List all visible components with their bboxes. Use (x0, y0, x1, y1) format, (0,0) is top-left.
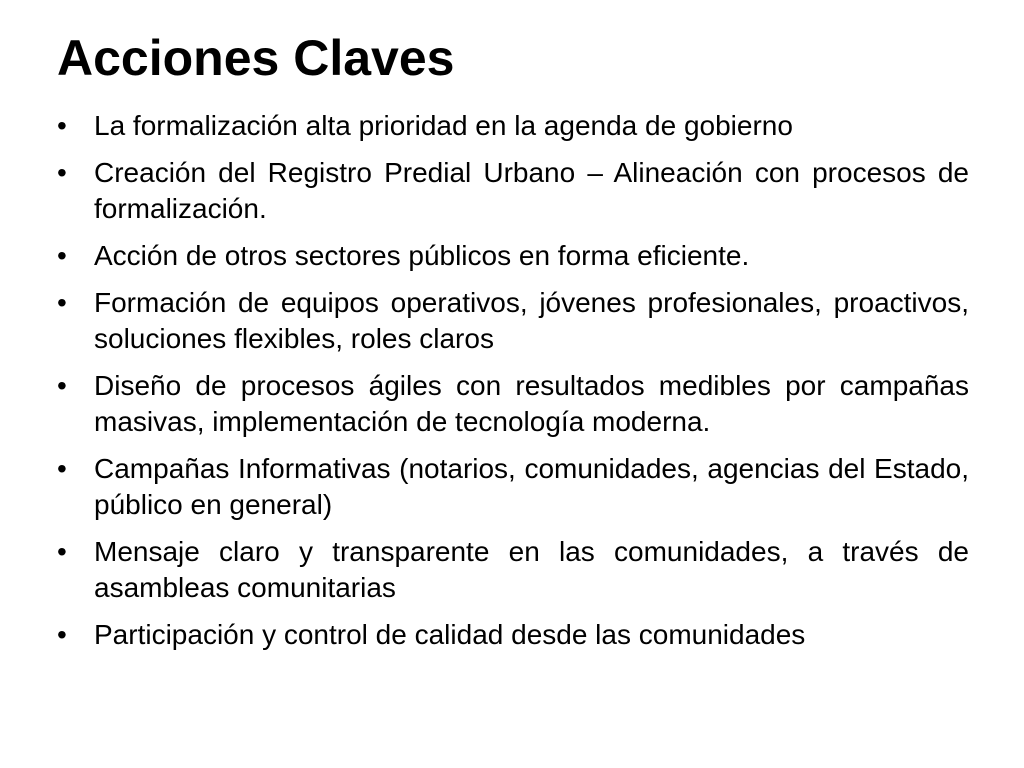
bullet-text: Formación de equipos operativos, jóvenes profesionales, proactivos, soluciones flexibles, roles claros (94, 287, 969, 354)
bullet-text: Diseño de procesos ágiles con resultados medibles por campañas masivas, implementación de tecnología moderna. (94, 370, 969, 437)
bullet-text: Mensaje claro y transparente en las comunidades, a través de asambleas comunitarias (94, 536, 969, 603)
bullet-dot-icon: • (57, 287, 67, 318)
bullet-item (57, 285, 969, 357)
bullet-dot-icon: • (57, 157, 67, 188)
slide-title: Acciones Claves (57, 30, 455, 86)
bullet-dot-icon: • (57, 110, 67, 141)
bullet-item (57, 155, 969, 227)
bullet-item (57, 617, 969, 653)
bullet-item (57, 534, 969, 606)
bullet-item (57, 108, 969, 144)
bullet-text: Acción de otros sectores públicos en forma eficiente. (94, 240, 750, 271)
bullet-item (57, 451, 969, 523)
bullet-dot-icon: • (57, 536, 67, 567)
bullet-text: Campañas Informativas (notarios, comunidades, agencias del Estado, público en general) (94, 453, 969, 520)
bullet-list (57, 108, 969, 664)
bullet-dot-icon: • (57, 619, 67, 650)
bullet-text: Participación y control de calidad desde las comunidades (94, 619, 806, 650)
bullet-text: La formalización alta prioridad en la agenda de gobierno (94, 110, 793, 141)
bullet-item (57, 238, 969, 274)
bullet-dot-icon: • (57, 240, 67, 271)
bullet-dot-icon: • (57, 453, 67, 484)
bullet-dot-icon: • (57, 370, 67, 401)
bullet-text: Creación del Registro Predial Urbano – Alineación con procesos de formalización. (94, 157, 969, 224)
bullet-item (57, 368, 969, 440)
